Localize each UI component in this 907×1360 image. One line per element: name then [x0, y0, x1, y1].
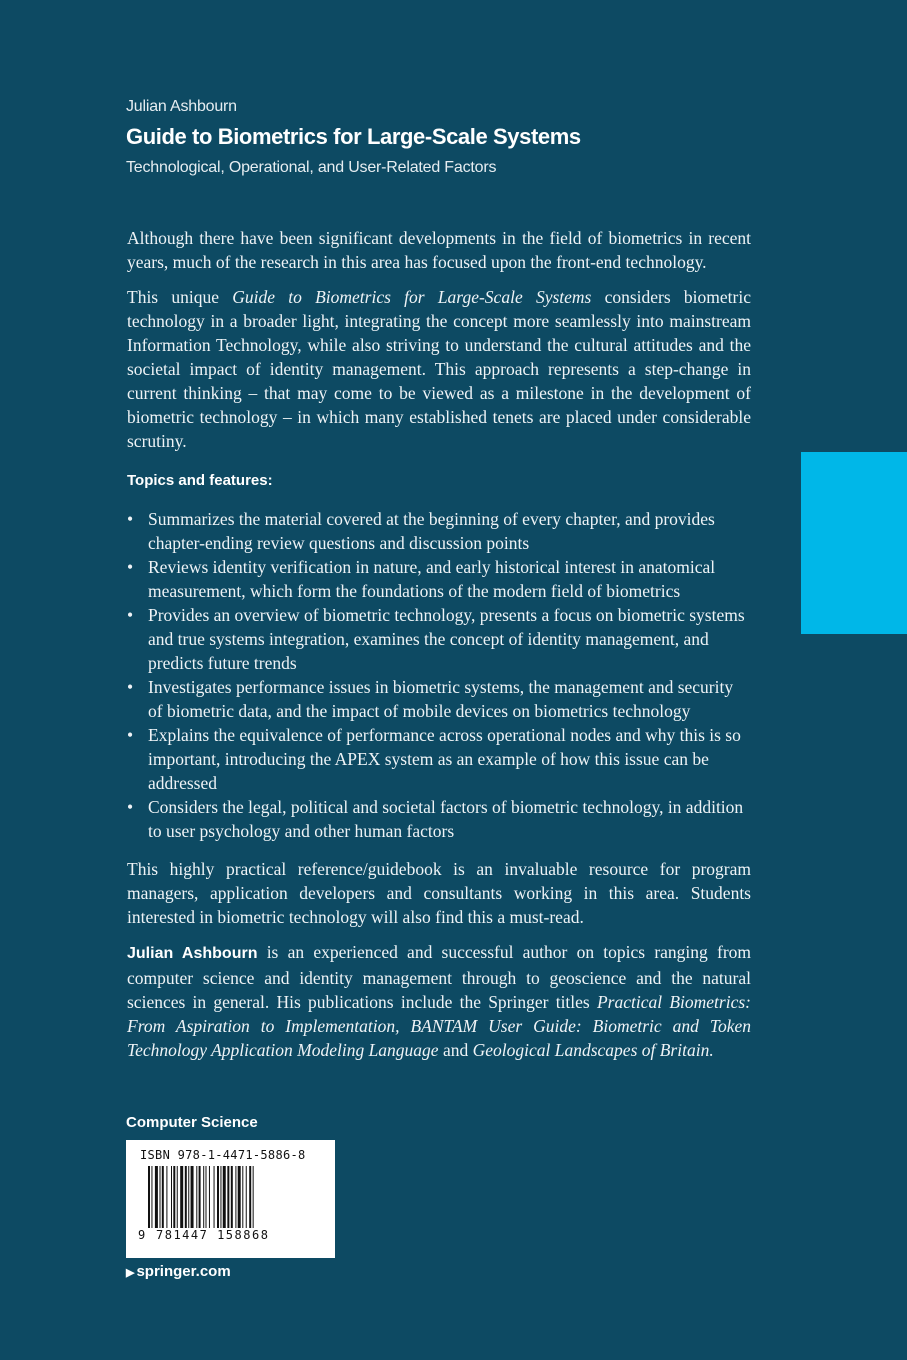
- book-title: Guide to Biometrics for Large-Scale Systems: [126, 124, 581, 149]
- barcode-bar: [217, 1166, 219, 1228]
- barcode-bar: [188, 1166, 189, 1228]
- barcode-bar: [196, 1166, 197, 1228]
- feature-text: Investigates performance issues in biometric systems, the management and security of biometric data, and the impact of mobile devices on biometrics technology: [148, 677, 734, 721]
- subject-category: Computer Science: [126, 1114, 258, 1131]
- feature-item: [127, 675, 751, 723]
- barcode-bar: [246, 1166, 247, 1228]
- intro-paragraph-1: Although there have been significant developments in the field of biometrics in recent years, much of the research in this area has focused upon the front-end technology.: [127, 228, 751, 272]
- bio-text: is an experienced and successful author on topics ranging from computer science and identity management through to geoscience and the natural sciences in general. His publications include the Springer titles: [127, 942, 752, 1012]
- accent-color-tab: [801, 452, 907, 634]
- barcode-bar: [191, 1166, 194, 1228]
- bullet-icon: •: [127, 677, 134, 697]
- barcode-bar: [231, 1166, 233, 1228]
- bio-author-name: Julian Ashbourn: [127, 945, 258, 962]
- feature-item: [127, 555, 751, 603]
- bullet-icon: •: [127, 725, 134, 745]
- topics-heading: Topics and features:: [127, 472, 273, 489]
- features-list: [127, 507, 751, 843]
- isbn-barcode: [126, 1140, 335, 1258]
- barcode-bar: [171, 1166, 172, 1228]
- barcode-bar: [162, 1166, 164, 1228]
- barcode-bar: [185, 1166, 187, 1228]
- barcode-bar: [242, 1166, 243, 1228]
- bullet-icon: •: [127, 605, 134, 625]
- feature-text: Provides an overview of biometric technology, presents a focus on biometric systems and true systems integration, examines the concept of identity management, and predicts future trends: [148, 605, 745, 673]
- barcode-bars: [148, 1166, 318, 1234]
- cover-header: [126, 98, 766, 177]
- bio-titles: Practical Biometrics: From Aspiration to Implementation, BANTAM User Guide: Biometric and Token Technology Application Modeling Language: [127, 992, 751, 1060]
- barcode-bar: [151, 1166, 152, 1228]
- website-label: springer.com: [136, 1263, 231, 1280]
- author-bio: [127, 940, 751, 1062]
- barcode-bar: [227, 1166, 229, 1228]
- bullet-icon: •: [127, 797, 134, 817]
- barcode-bar: [209, 1166, 210, 1228]
- bio-and: and: [438, 1040, 473, 1060]
- closing-paragraph: This highly practical reference/guidebook is an invaluable resource for program managers, application developers and consultants working in this area. Students interested in biometric technology will also find this a must-read.: [127, 859, 751, 927]
- blurb: [127, 226, 751, 1073]
- feature-item: [127, 603, 751, 675]
- bio-last-title: Geological Landscapes of Britain.: [472, 1040, 714, 1060]
- intro-p2-title: Guide to Biometrics for Large-Scale Systems: [232, 287, 592, 307]
- barcode-bar: [148, 1166, 150, 1228]
- publisher-website[interactable]: [126, 1263, 231, 1280]
- bullet-icon: •: [127, 557, 134, 577]
- barcode-bar: [238, 1166, 241, 1228]
- barcode-bar: [253, 1166, 254, 1228]
- barcode-bar: [199, 1166, 201, 1228]
- barcode-bar: [155, 1166, 158, 1228]
- intro-p2-start: This unique: [127, 287, 233, 307]
- ean-first-digit: 9: [138, 1228, 146, 1242]
- book-subtitle: Technological, Operational, and User-Related Factors: [126, 159, 497, 176]
- feature-item: [127, 507, 751, 555]
- barcode-bar: [203, 1166, 204, 1228]
- feature-item: [127, 795, 751, 843]
- isbn-label: ISBN 978-1-4471-5886-8: [140, 1148, 306, 1162]
- barcode-bar: [235, 1166, 236, 1228]
- bullet-icon: •: [127, 509, 134, 529]
- arrow-right-icon: ▶: [126, 1267, 135, 1279]
- barcode-bar: [173, 1166, 175, 1228]
- barcode-bar: [223, 1166, 226, 1228]
- barcode-bar: [206, 1166, 207, 1228]
- intro-paragraph-2: [127, 285, 751, 453]
- barcode-bar: [177, 1166, 178, 1228]
- barcode-bar: [180, 1166, 183, 1228]
- barcode-bar: [160, 1166, 161, 1228]
- feature-text: Explains the equivalence of performance across operational nodes and why this is so important, introducing the APEX system as an example of how this issue can be addressed: [148, 725, 741, 793]
- barcode-bar: [214, 1166, 215, 1228]
- intro-p2-end: considers biometric technology in a broader light, integrating the concept more seamlessly into mainstream Information Technology, while also striving to understand the cultural attitudes and the societal impact of identity management. This approach represents a step-change in current thinking – that may come to be viewed as a milestone in the development of biometric technology – in which many established tenets are placed under considerable scrutiny.: [127, 287, 751, 451]
- barcode-bar: [249, 1166, 251, 1228]
- feature-text: Considers the legal, political and societal factors of biometric technology, in addition to user psychology and other human factors: [148, 797, 744, 841]
- barcode-bar: [166, 1166, 167, 1228]
- feature-item: [127, 723, 751, 795]
- ean-digits: 781447 158868: [156, 1228, 270, 1242]
- feature-text: Summarizes the material covered at the beginning of every chapter, and provides chapter-ending review questions and discussion points: [148, 509, 715, 553]
- author-name: Julian Ashbourn: [126, 98, 237, 115]
- barcode-bar: [220, 1166, 221, 1228]
- feature-text: Reviews identity verification in nature, and early historical interest in anatomical measurement, which form the foundations of the modern field of biometrics: [148, 557, 716, 601]
